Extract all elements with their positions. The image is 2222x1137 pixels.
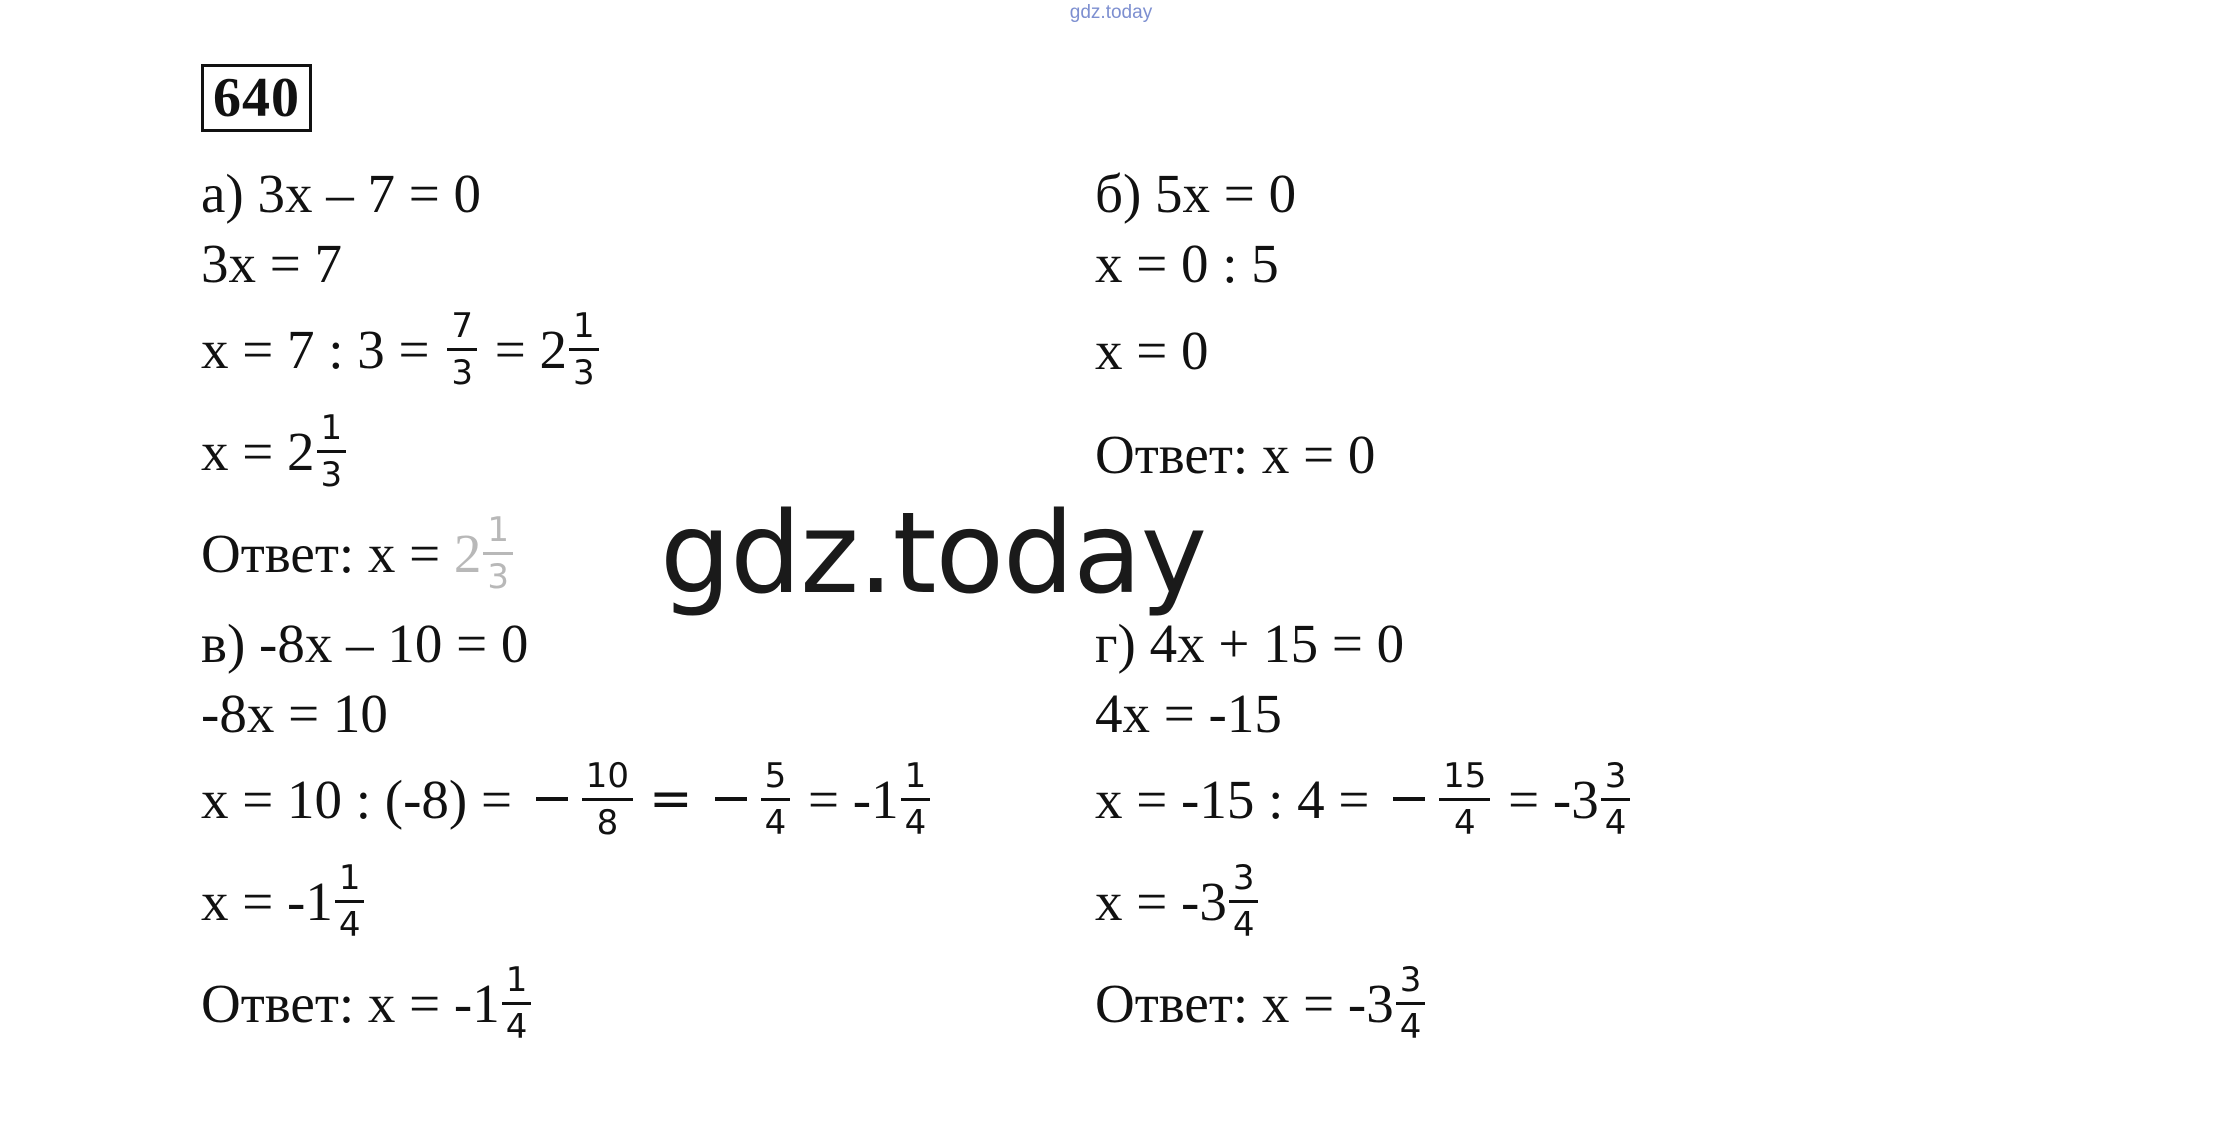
fraction-numerator: 1 [335,861,365,903]
fraction-numerator: 1 [502,963,532,1005]
equation-text: x = 0 : 5 [1095,232,1279,294]
fraction-numerator: 3 [1601,759,1631,801]
fraction-numerator: 1 [901,759,931,801]
solution-a-line-3 [201,298,603,400]
solution-b-line-2 [1095,228,1375,298]
fraction-denominator: 4 [505,1006,528,1047]
fraction-denominator: 3 [573,352,595,393]
solution-d-answer [1095,952,1634,1054]
fraction-denominator: 4 [904,802,927,843]
answer-whole: 2 [453,522,482,584]
fraction [317,407,347,495]
fraction [502,959,532,1047]
fraction-denominator: 4 [1453,802,1476,843]
faded-answer-value [453,509,517,597]
fraction [1229,857,1259,945]
solution-c-answer [201,952,934,1054]
fraction [901,755,931,843]
fraction-numerator: 5 [761,759,791,801]
minus-sign [1393,797,1425,801]
equation-text: x = -1 [201,870,333,932]
equation-text: x = 10 : (-8) = [201,768,526,830]
fraction-denominator: 4 [764,802,787,843]
fraction [1396,959,1426,1047]
equation-text: x = 2 [201,420,315,482]
fraction-numerator: 10 [582,759,633,801]
equation-text: x = 0 [1095,319,1209,381]
equation-text: x = -15 : 4 = [1095,768,1384,830]
fraction-numerator: 3 [1229,861,1259,903]
fraction-numerator: 1 [569,309,599,351]
equation-text: в) -8x – 10 = 0 [201,612,529,674]
solution-d [1095,608,1634,1054]
solution-c-line-4 [201,850,934,952]
fraction [335,857,365,945]
equation-text: = -1 [794,768,899,830]
problem-number-box: 640 [201,64,312,132]
equation-text: x = 7 : 3 = [201,318,444,380]
fraction [1601,755,1631,843]
fraction-denominator: 3 [320,454,343,495]
fraction-numerator: 15 [1439,759,1490,801]
equation-text: 3x = 7 [201,232,343,294]
center-watermark: gdz.today [660,489,1207,619]
equals-sign: = [649,769,693,829]
solution-c [201,608,934,1054]
equation-text: б) 5x = 0 [1095,162,1297,224]
solution-c-line-3 [201,748,934,850]
solution-a-answer [201,502,603,604]
equation-text: = 2 [480,318,567,380]
fraction-denominator: 4 [1232,904,1255,945]
fraction-denominator: 3 [487,556,510,597]
answer-text: Ответ: x = [201,522,454,584]
fraction-denominator: 3 [451,352,473,393]
minus-sign [715,797,747,801]
equation-text: г) 4x + 15 = 0 [1095,612,1405,674]
equation-text: а) 3x – 7 = 0 [201,162,481,224]
fraction-denominator: 4 [1399,1006,1422,1047]
fraction [582,755,633,843]
fraction-denominator: 8 [596,802,619,843]
equation-text: 4x = -15 [1095,682,1282,744]
solution-c-line-2 [201,678,934,748]
fraction-numerator: 1 [317,411,347,453]
solution-a-line-4 [201,400,603,502]
top-watermark: gdz.today [1069,2,1153,23]
minus-sign [536,797,568,801]
fraction [483,509,513,597]
fraction-denominator: 4 [1604,802,1627,843]
equation-text: = -3 [1494,768,1599,830]
fraction [569,305,599,393]
answer-text: Ответ: x = 0 [1095,423,1376,485]
fraction [1439,755,1490,843]
solution-b-line-3 [1095,298,1375,402]
fraction-numerator: 3 [1396,963,1426,1005]
solution-a-line-1 [201,158,603,228]
equation-text: -8x = 10 [201,682,388,744]
solution-d-line-2 [1095,678,1634,748]
solution-a-line-2 [201,228,603,298]
fraction [447,305,477,393]
solution-b [1095,158,1375,506]
fraction [761,755,791,843]
fraction-numerator: 7 [447,309,477,351]
solution-b-line-1 [1095,158,1375,228]
fraction-numerator: 1 [483,513,513,555]
solution-d-line-4 [1095,850,1634,952]
solution-d-line-3 [1095,748,1634,850]
fraction-denominator: 4 [338,904,361,945]
answer-text: Ответ: x = -1 [201,972,500,1034]
solution-a [201,158,603,604]
answer-text: Ответ: x = -3 [1095,972,1394,1034]
equation-text: x = -3 [1095,870,1227,932]
